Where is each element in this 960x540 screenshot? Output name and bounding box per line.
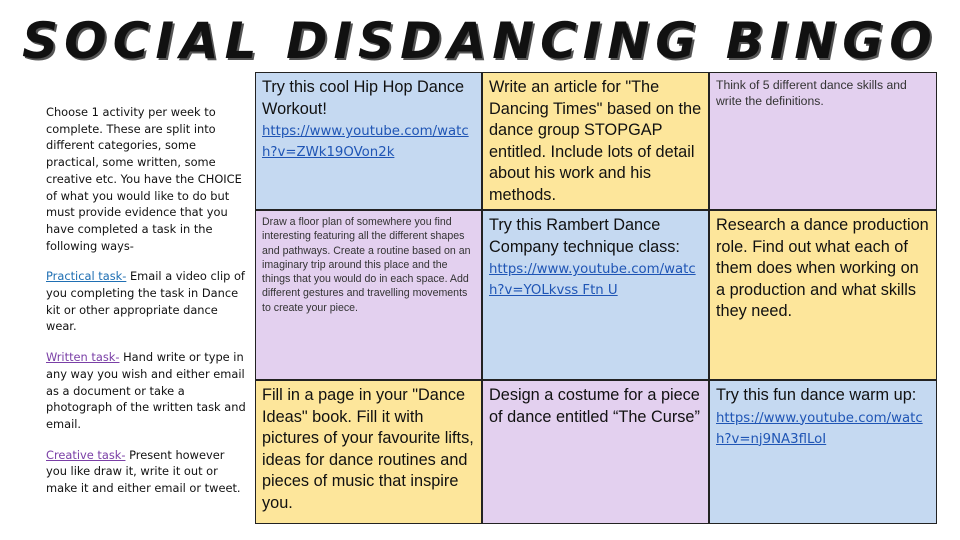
bingo-cell-rambert: [482, 210, 709, 380]
cell-text: Design a costume for a piece of dance entitled “The Curse”: [489, 386, 700, 426]
cell-text: Try this Rambert Dance Company technique class:: [489, 216, 680, 256]
instructions-panel: [46, 104, 248, 511]
bingo-cell-article: [482, 72, 709, 210]
hip-hop-video-link[interactable]: https://www.youtube.com/watch?v=ZWk19OVon2k: [262, 124, 469, 160]
creative-task-info: [46, 447, 248, 497]
bingo-cell-hip-hop: [255, 72, 482, 210]
cell-text: Try this cool Hip Hop Dance Workout!: [262, 78, 465, 118]
practical-task-info: [46, 268, 248, 335]
written-task-info: [46, 349, 248, 433]
rambert-video-link[interactable]: https://www.youtube.com/watch?v=YOLkvss Ftn U: [489, 262, 696, 298]
written-task-text: Hand write or type in any way you wish and either email as a document or take a photograph of the written task and email.: [46, 350, 246, 431]
practical-task-label: Practical task-: [46, 269, 127, 284]
bingo-cell-floor-plan: [255, 210, 482, 380]
bingo-cell-dance-ideas: [255, 380, 482, 524]
instructions-intro: Choose 1 activity per week to complete. These are split into different categories, some practical, some written, some creative etc. You have the CHOICE of what you would like to do but must provide evidence that you have completed a task in the following ways-: [46, 105, 242, 253]
cell-text: Fill in a page in your "Dance Ideas" book. Fill it with pictures of your favourite lifts, ideas for dance routines and pieces of music that inspire you.: [262, 386, 474, 512]
cell-text: Research a dance production role. Find out what each of them does when working on a production and what skills they need.: [716, 216, 929, 320]
bingo-cell-costume: [482, 380, 709, 524]
bingo-cell-warm-up: [709, 380, 937, 524]
page-title: SOCIAL DISDANCING BINGO: [22, 12, 938, 70]
creative-task-text: Present however you like draw it, write it out or make it and either email or tweet.: [46, 447, 241, 496]
creative-task-label: Creative task-: [46, 447, 126, 462]
bingo-grid: [255, 72, 937, 524]
written-task-label: Written task-: [46, 350, 120, 365]
warm-up-video-link[interactable]: https://www.youtube.com/watch?v=nj9NA3flLoI: [716, 410, 923, 447]
cell-text: Think of 5 different dance skills and write the definitions.: [716, 78, 907, 108]
bingo-cell-production-role: [709, 210, 937, 380]
bingo-cell-dance-skills: [709, 72, 937, 210]
cell-text: Draw a floor plan of somewhere you find interesting featuring all the different shapes and pathways. Create a routine based on an imaginary trip around this place and the things that you would do in each space. Add different gestures and travelling movements to create your piece.: [262, 216, 471, 314]
cell-text: Write an article for "The Dancing Times" based on the dance group STOPGAP entitled. Include lots of detail about his work and his methods.: [489, 78, 702, 204]
practical-task-text: Email a video clip of you completing the task in Dance kit or other appropriate dance wear.: [46, 269, 245, 334]
cell-text: Try this fun dance warm up:: [716, 386, 917, 404]
